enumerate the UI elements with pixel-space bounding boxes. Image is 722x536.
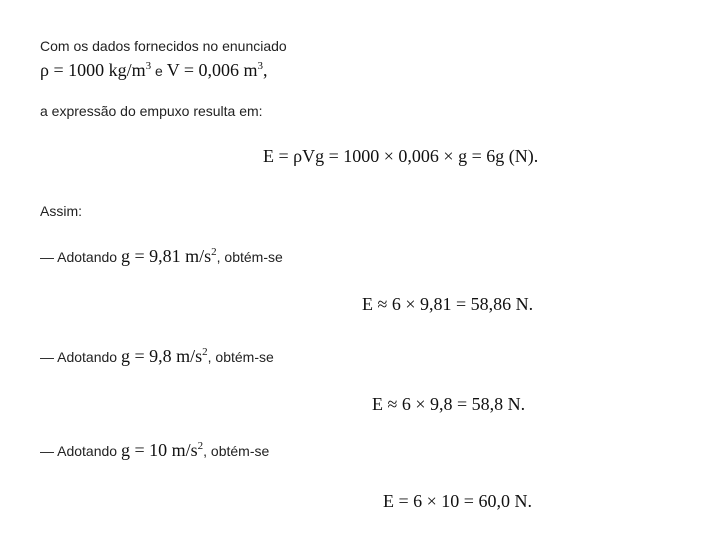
intro-line-3: a expressão do empuxo resulta em: — [40, 103, 263, 119]
assim-label: Assim: — [40, 203, 82, 219]
case-lead: — Adotando — [40, 349, 121, 365]
case-result: E = 6 × 10 = 60,0 N. — [383, 491, 532, 511]
g-expression: g = 9,8 $m/s^2$ — [120, 346, 208, 366]
case-line — [40, 346, 274, 367]
buoyancy-equation: E = ρVg = 1000 × 0,006 × g = 6g (N). — [263, 146, 539, 166]
case-tail: , obtém-se — [207, 349, 274, 365]
given-values-line — [40, 60, 268, 81]
case-lead: — Adotando — [40, 249, 121, 265]
intro-line: Com os dados fornecidos no enunciado — [40, 38, 287, 54]
g-expression: g = 9,81 $m/s^2$ — [120, 246, 217, 266]
case-tail: , obtém-se — [203, 443, 270, 459]
volume-expression: V = 0,006 $m^3$, — [166, 60, 268, 80]
rho-expression: ρ = 1000 $kg/m^3$ — [40, 60, 152, 80]
case-line — [40, 246, 283, 267]
case-result: E ≈ 6 × 9,8 = 58,8 N. — [372, 394, 526, 414]
case-lead: — Adotando — [40, 443, 121, 459]
case-tail: , obtém-se — [216, 249, 283, 265]
g-expression: g = 10 $m/s^2$ — [120, 440, 204, 460]
connector-text: e — [151, 63, 167, 79]
case-line — [40, 440, 269, 461]
case-result: E ≈ 6 × 9,81 = 58,86 N. — [362, 294, 534, 314]
